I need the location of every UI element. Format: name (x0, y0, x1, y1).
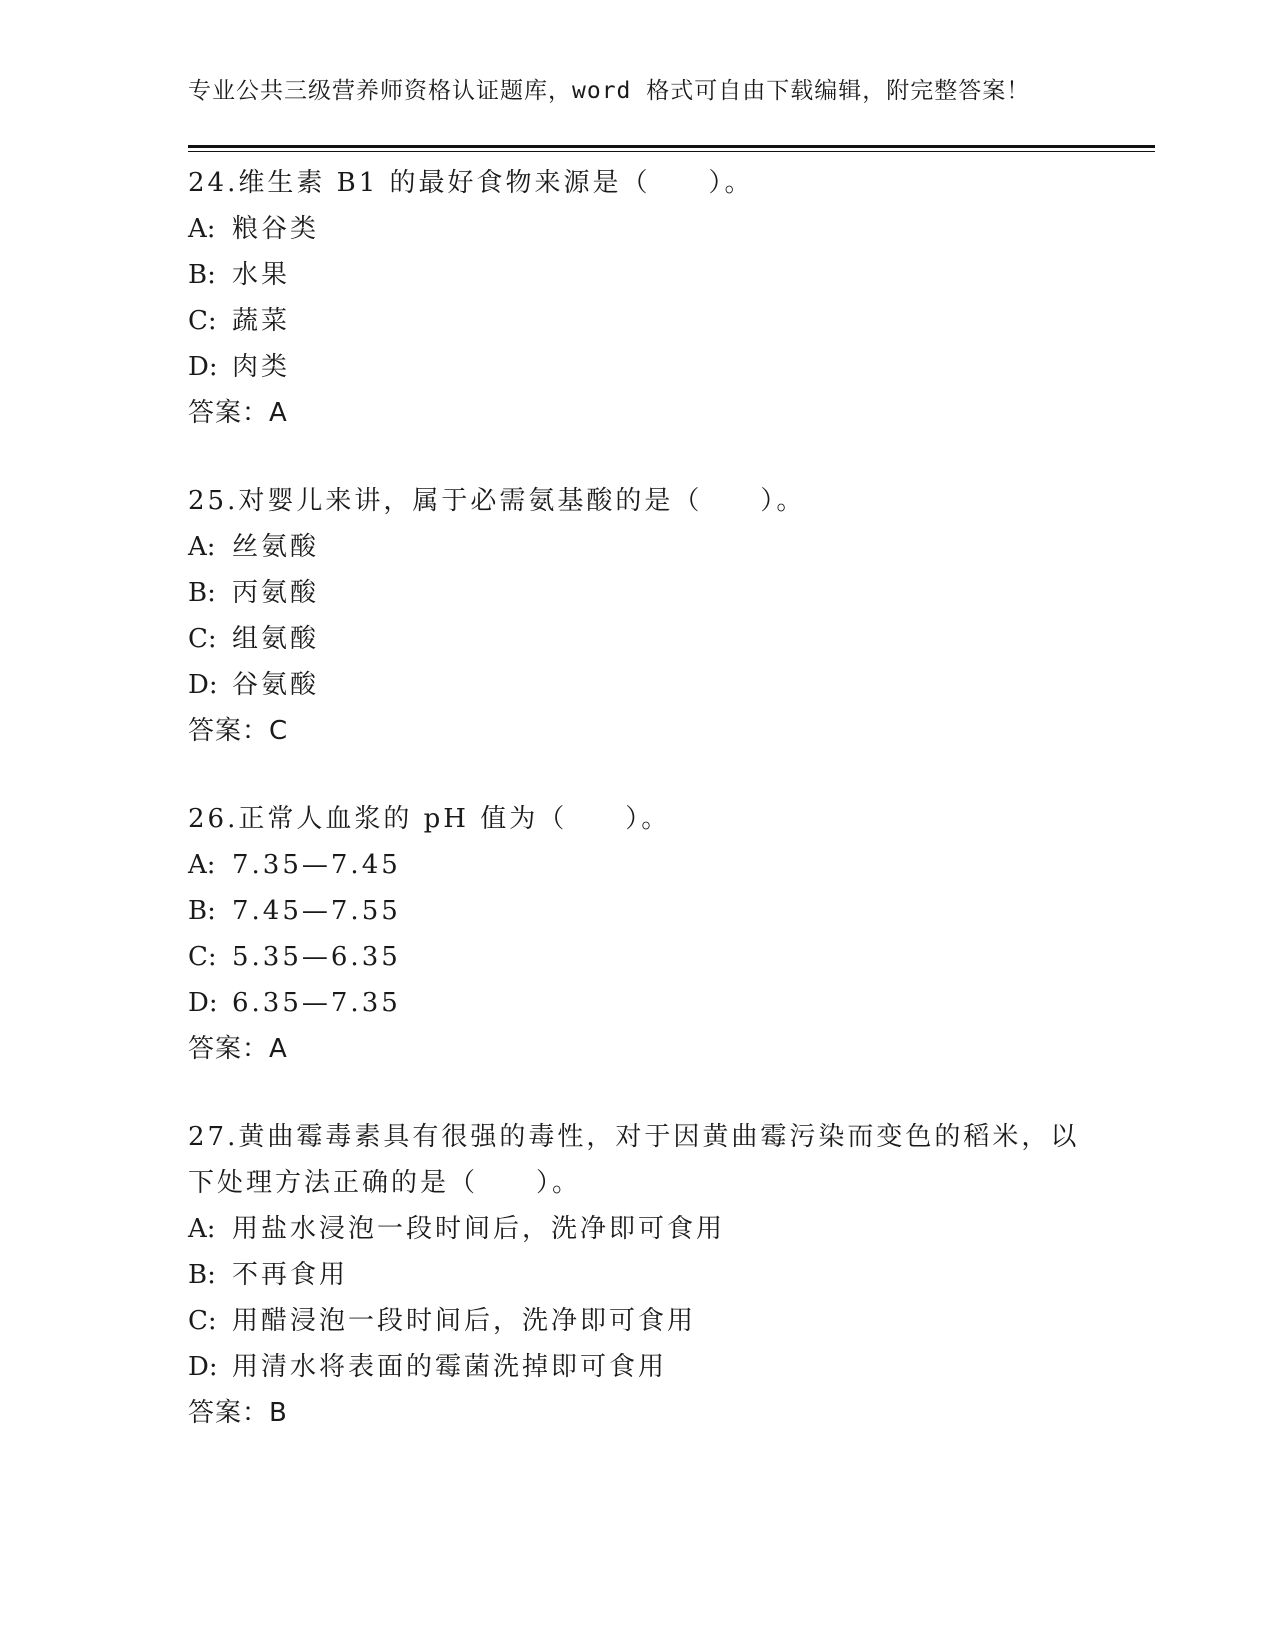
option-label: D: (188, 1352, 218, 1382)
option-text: 7.35—7.45 (232, 850, 401, 880)
spacer (188, 1072, 1088, 1114)
option-c (188, 1298, 1088, 1344)
option-text: 6.35—7.35 (232, 988, 401, 1018)
question-list (188, 160, 1088, 1436)
option-label: B: (188, 260, 216, 290)
option-text: 粮谷类 (232, 214, 320, 244)
option-d (188, 662, 1088, 708)
page-header: 专业公共三级营养师资格认证题库，word 格式可自由下载编辑，附完整答案！ (188, 78, 1031, 104)
spacer (188, 436, 1088, 478)
option-text: 蔬菜 (232, 306, 291, 336)
option-label: C: (188, 306, 217, 336)
option-label: C: (188, 624, 217, 654)
option-a (188, 524, 1088, 570)
answer: 答案：B (188, 1398, 288, 1428)
option-text: 7.45—7.55 (232, 896, 401, 926)
option-text: 用醋浸泡一段时间后，洗净即可食用 (232, 1306, 697, 1336)
option-label: A: (188, 532, 216, 562)
header-rule-thick (188, 145, 1155, 148)
option-text: 水果 (232, 260, 291, 290)
option-b (188, 888, 1088, 934)
option-text: 谷氨酸 (232, 670, 320, 700)
option-text: 丙氨酸 (232, 578, 320, 608)
question-stem-line-1: 27.黄曲霉毒素具有很强的毒性，对于因黄曲霉污染而变色的稻米，以 (188, 1122, 1080, 1152)
answer: 答案：A (188, 1034, 288, 1064)
answer: 答案：C (188, 716, 289, 746)
option-text: 不再食用 (232, 1260, 349, 1290)
option-label: A: (188, 1214, 216, 1244)
option-text: 用清水将表面的霉菌洗掉即可食用 (232, 1352, 668, 1382)
option-a (188, 842, 1088, 888)
answer: 答案：A (188, 398, 288, 428)
option-label: D: (188, 670, 218, 700)
option-label: B: (188, 578, 216, 608)
option-text: 组氨酸 (232, 624, 320, 654)
option-a (188, 1206, 1088, 1252)
option-b (188, 1252, 1088, 1298)
option-label: C: (188, 942, 217, 972)
header-rule-thin (188, 151, 1155, 152)
option-c (188, 934, 1088, 980)
option-b (188, 570, 1088, 616)
option-d (188, 344, 1088, 390)
question-27 (188, 1114, 1088, 1436)
option-label: B: (188, 896, 216, 926)
question-stem: 25.对婴儿来讲，属于必需氨基酸的是（ ）。 (188, 486, 806, 516)
option-label: A: (188, 214, 216, 244)
question-26 (188, 796, 1088, 1072)
option-c (188, 616, 1088, 662)
option-a (188, 206, 1088, 252)
option-text: 丝氨酸 (232, 532, 320, 562)
option-d (188, 980, 1088, 1026)
question-25 (188, 478, 1088, 754)
option-label: A: (188, 850, 216, 880)
spacer (188, 754, 1088, 796)
option-label: D: (188, 988, 218, 1018)
option-c (188, 298, 1088, 344)
question-24 (188, 160, 1088, 436)
option-label: D: (188, 352, 218, 382)
question-stem: 24.维生素 B1 的最好食物来源是（ ）。 (188, 168, 754, 198)
option-text: 肉类 (232, 352, 291, 382)
option-d (188, 1344, 1088, 1390)
question-stem: 26.正常人血浆的 pH 值为（ ）。 (188, 804, 671, 834)
question-stem-line-2: 下处理方法正确的是（ ）。 (188, 1168, 582, 1198)
option-text: 5.35—6.35 (232, 942, 401, 972)
option-label: B: (188, 1260, 216, 1290)
option-label: C: (188, 1306, 217, 1336)
option-text: 用盐水浸泡一段时间后，洗净即可食用 (232, 1214, 726, 1244)
option-b (188, 252, 1088, 298)
